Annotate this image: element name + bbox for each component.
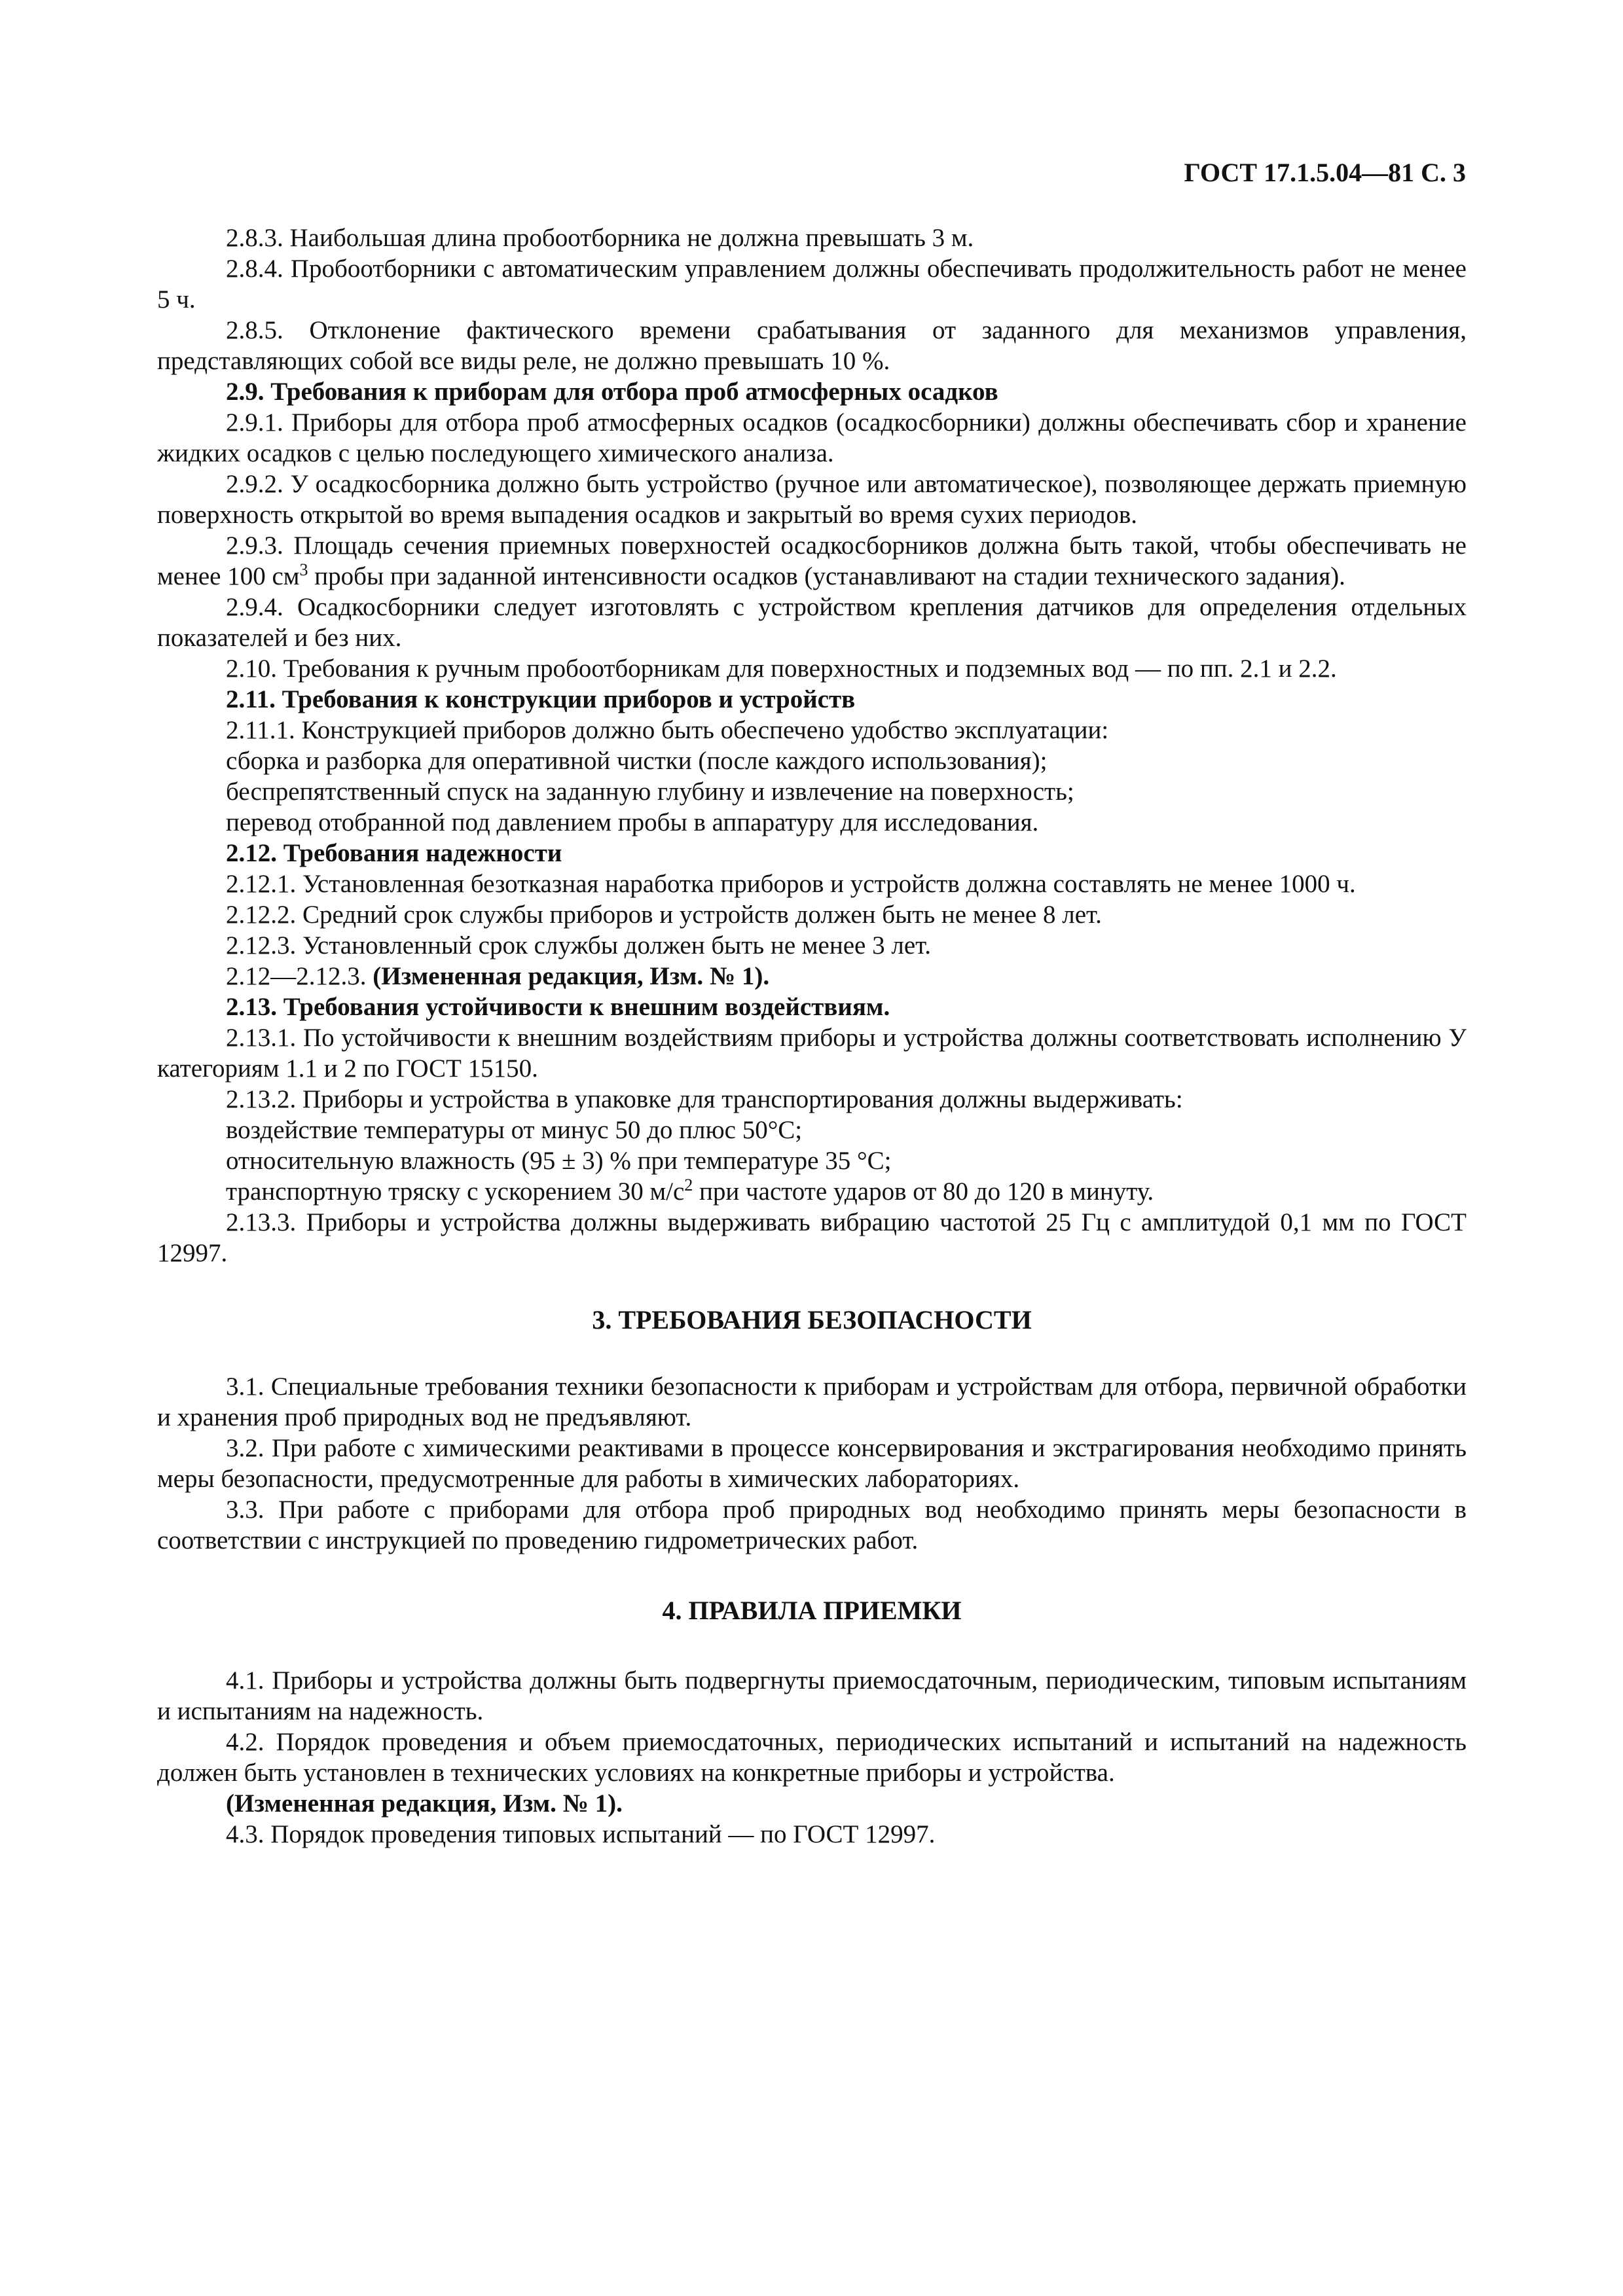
paragraph — [157, 961, 1467, 992]
paragraph: 3.2. При работе с химическими реактивами в процессе консервирования и экстрагирования необходимо принять меры безопасности, предусмотренные для работы в химических лабораториях. — [157, 1434, 1467, 1493]
paragraph — [157, 1176, 1467, 1207]
paragraph: 2.12.3. Установленный срок службы должен быть не менее 3 лет. — [226, 931, 931, 960]
paragraph: 2.10. Требования к ручным пробоотборникам для поверхностных и подземных вод — по пп. 2.1 и 2.2. — [226, 655, 1337, 683]
paragraph: перевод отобранной под давлением пробы в аппаратуру для исследования. — [226, 808, 1039, 836]
paragraph: 2.8.5. Отклонение фактического времени срабатывания от заданного для механизмов управления, представляющих собой все виды реле, не должно превышать 10 %. — [157, 316, 1467, 375]
amendment-note: (Измененная редакция, Изм. № 1). — [373, 962, 770, 990]
superscript: 2 — [684, 1175, 693, 1194]
paragraph: относительную влажность (95 ± 3) % при температуре 35 °С; — [226, 1147, 892, 1175]
paragraph: сборка и разборка для оперативной чистки (после каждого использования); — [226, 747, 1048, 775]
text-run: транспортную тряску с ускорением 30 м/с — [226, 1177, 685, 1206]
paragraph: 2.9.4. Осадкосборники следует изготовлять с устройством крепления датчиков для определения отдельных показателей и без них. — [157, 593, 1467, 652]
paragraph: 2.9.1. Приборы для отбора проб атмосферных осадков (осадкосборники) должны обеспечивать сбор и хранение жидких осадков с целью последующего химического анализа. — [157, 408, 1467, 467]
superscript: 3 — [299, 560, 308, 579]
text-run: пробы при заданной интенсивности осадков (устанавливают на стадии технического задания). — [308, 562, 1345, 590]
paragraph: 4.1. Приборы и устройства должны быть подвергнуты приемосдаточным, периодическим, типовым испытаниям и испытаниям на надежность. — [157, 1666, 1467, 1725]
paragraph: 2.12.1. Установленная безотказная наработка приборов и устройств должна составлять не менее 1000 ч. — [226, 870, 1356, 898]
section-heading: 4. ПРАВИЛА ПРИЕМКИ — [662, 1596, 962, 1625]
subsection-heading: (Измененная редакция, Изм. № 1). — [226, 1789, 623, 1818]
document-body — [157, 223, 1467, 1850]
paragraph: 3.3. При работе с приборами для отбора проб природных вод необходимо принять меры безопасности в соответствии с инструкцией по проведению гидрометрических работ. — [157, 1496, 1467, 1554]
subsection-heading: 2.9. Требования к приборам для отбора проб атмосферных осадков — [226, 378, 998, 406]
paragraph: 2.8.3. Наибольшая длина пробоотборника не должна превышать 3 м. — [226, 224, 974, 252]
subsection-heading: 2.12. Требования надежности — [226, 839, 562, 867]
section-heading: 3. ТРЕБОВАНИЯ БЕЗОПАСНОСТИ — [592, 1305, 1032, 1335]
paragraph: 2.11.1. Конструкцией приборов должно быть обеспечено удобство эксплуатации: — [226, 716, 1109, 744]
paragraph: 2.8.4. Пробоотборники с автоматическим управлением должны обеспечивать продолжительность работ не менее 5 ч. — [157, 255, 1467, 314]
text-run: 2.12—2.12.3. — [226, 962, 373, 990]
text-run: 2.9.3. Площадь сечения приемных поверхностей осадкосборников должна быть такой, чтобы обеспечивать не менее 100 см — [157, 531, 1467, 590]
page-header: ГОСТ 17.1.5.04—81 С. 3 — [1184, 158, 1466, 187]
paragraph: 3.1. Специальные требования техники безопасности к приборам и устройствам для отбора, первичной обработки и хранения проб природных вод не предъявляют. — [157, 1372, 1467, 1431]
paragraph: 2.12.2. Средний срок службы приборов и устройств должен быть не менее 8 лет. — [226, 901, 1102, 929]
paragraph: 2.13.2. Приборы и устройства в упаковке для транспортирования должны выдерживать: — [226, 1085, 1183, 1113]
text-run: при частоте ударов от 80 до 120 в минуту. — [693, 1177, 1154, 1206]
paragraph: 2.13.1. По устойчивости к внешним воздействиям приборы и устройства должны соответствовать исполнению У категориям 1.1 и 2 по ГОСТ 15150. — [157, 1024, 1467, 1083]
paragraph: 2.13.3. Приборы и устройства должны выдерживать вибрацию частотой 25 Гц с амплитудой 0,1 мм по ГОСТ 12997. — [157, 1208, 1467, 1267]
paragraph — [157, 530, 1467, 592]
subsection-heading: 2.11. Требования к конструкции приборов и устройств — [226, 685, 856, 713]
subsection-heading: 2.13. Требования устойчивости к внешним воздействиям. — [226, 993, 890, 1021]
paragraph: воздействие температуры от минус 50 до плюс 50°С; — [226, 1116, 803, 1144]
paragraph: 2.9.2. У осадкосборника должно быть устройство (ручное или автоматическое), позволяющее держать приемную поверхность открытой во время выпадения осадков и закрытый во время сухих периодов. — [157, 470, 1467, 529]
paragraph: 4.3. Порядок проведения типовых испытаний — по ГОСТ 12997. — [226, 1820, 936, 1848]
paragraph: 4.2. Порядок проведения и объем приемосдаточных, периодических испытаний и испытаний на надежность должен быть установлен в технических условиях на конкретные приборы и устройства. — [157, 1728, 1467, 1787]
paragraph: беспрепятственный спуск на заданную глубину и извлечение на поверхность; — [226, 778, 1074, 806]
